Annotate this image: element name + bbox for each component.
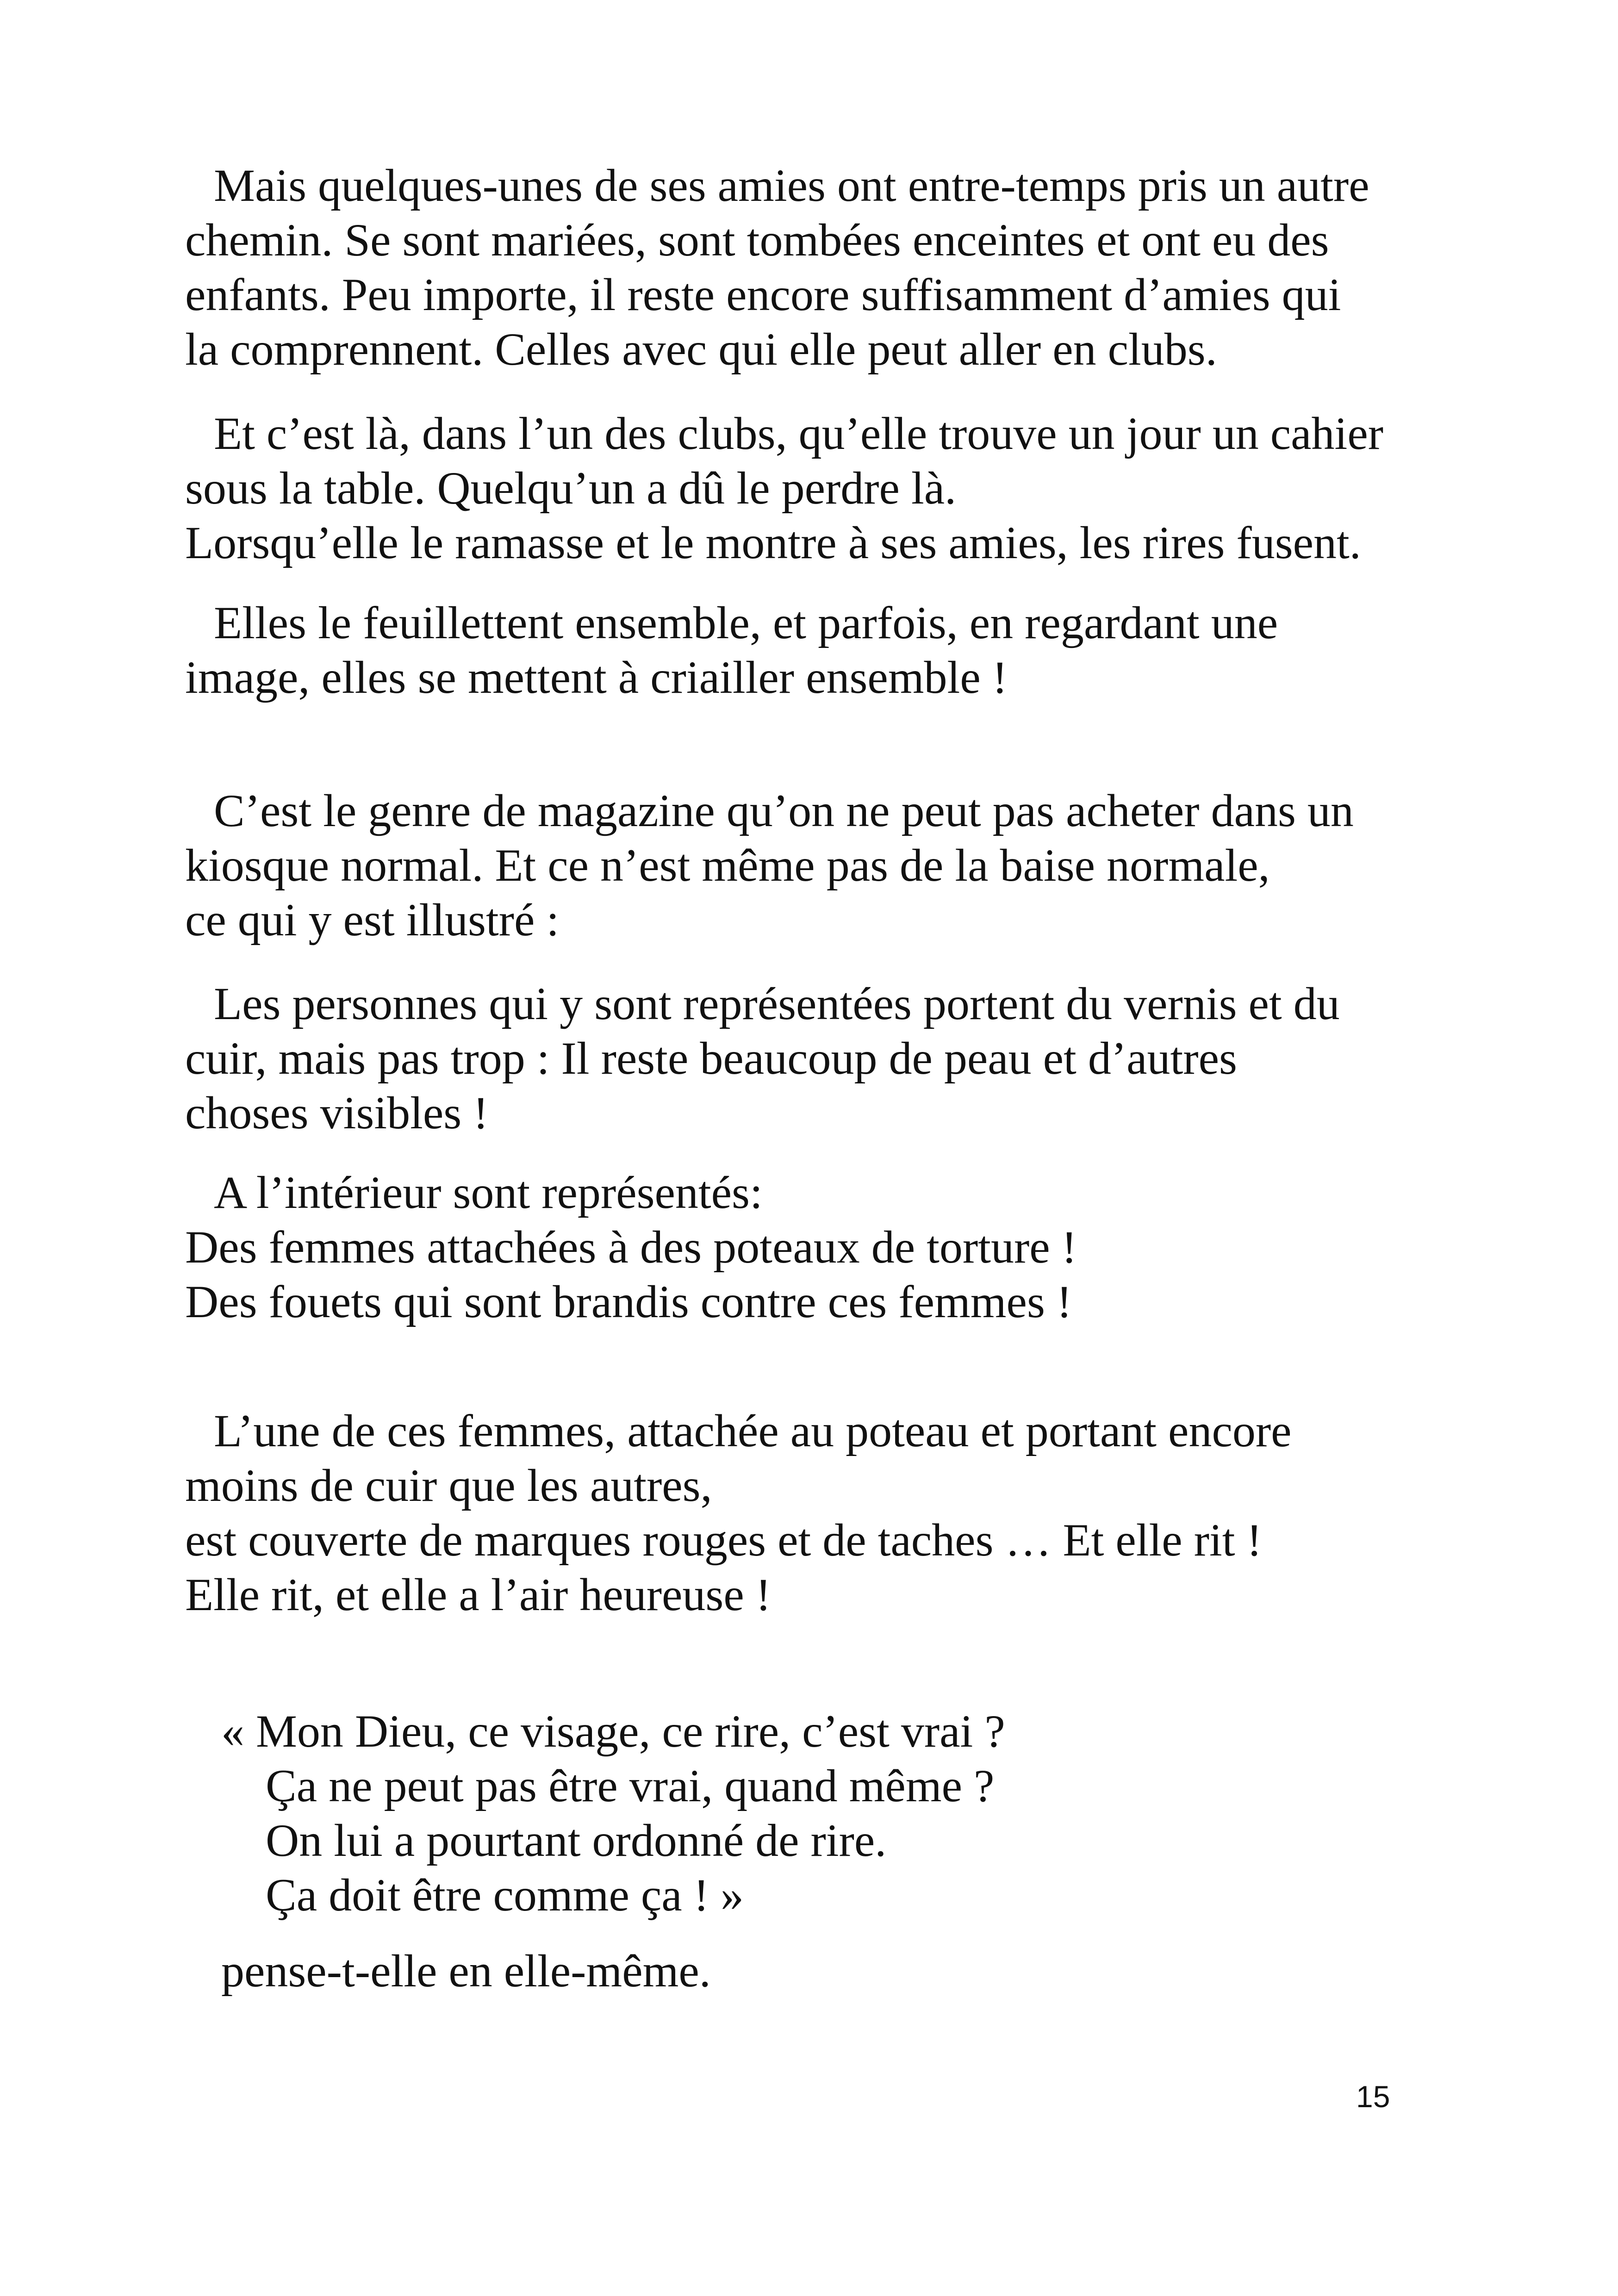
quote-line: Ça ne peut pas être vrai, quand même ? (266, 1760, 995, 1811)
text-line: Lorsqu’elle le ramasse et le montre à ses amies, les rires fusent. (185, 517, 1361, 568)
text-line: moins de cuir que les autres, (185, 1460, 712, 1511)
inner-monologue-quote (221, 1704, 1517, 1923)
text-line: C’est le genre de magazine qu’on ne peut pas acheter dans un (214, 785, 1354, 836)
text-line: chemin. Se sont mariées, sont tombées enceintes et ont eu des (185, 214, 1329, 266)
text-line: Les personnes qui y sont représentées portent du vernis et du (214, 978, 1340, 1029)
text-line: ce qui y est illustré : (185, 894, 560, 946)
text-line: cuir, mais pas trop : Il reste beaucoup de peau et d’autres (185, 1033, 1237, 1084)
paragraph-3 (185, 596, 1481, 705)
paragraph-2 (185, 406, 1481, 570)
text-line: L’une de ces femmes, attachée au poteau et portant encore (214, 1405, 1292, 1456)
paragraph-7 (185, 1404, 1481, 1622)
quote-line: On lui a pourtant ordonné de rire. (266, 1815, 887, 1866)
text-line: est couverte de marques rouges et de taches … Et elle rit ! (185, 1514, 1262, 1566)
paragraph-5 (185, 977, 1481, 1140)
after-quote-line (221, 1944, 1517, 1998)
paragraph-4 (185, 784, 1481, 947)
paragraph-6 (185, 1165, 1481, 1329)
page-number: 15 (1356, 2079, 1390, 2114)
text-line: Elles le feuillettent ensemble, et parfois, en regardant une (214, 597, 1278, 648)
text-line: Et c’est là, dans l’un des clubs, qu’elle trouve un jour un cahier (214, 408, 1384, 459)
text-line: Elle rit, et elle a l’air heureuse ! (185, 1569, 772, 1620)
text-line: image, elles se mettent à criailler ensemble ! (185, 652, 1008, 703)
text-line: Des fouets qui sont brandis contre ces femmes ! (185, 1276, 1072, 1327)
text-line: kiosque normal. Et ce n’est même pas de la baise normale, (185, 840, 1270, 891)
text-line: sous la table. Quelqu’un a dû le perdre là. (185, 462, 957, 514)
quote-line: « Mon Dieu, ce visage, ce rire, c’est vrai ? (221, 1705, 1005, 1757)
text-line: pense-t-elle en elle-même. (221, 1945, 711, 1997)
text-line: Des femmes attachées à des poteaux de torture ! (185, 1221, 1077, 1273)
text-line: Mais quelques-unes de ses amies ont entre-temps pris un autre (214, 160, 1369, 211)
text-line: la comprennent. Celles avec qui elle peut aller en clubs. (185, 324, 1217, 375)
text-line: enfants. Peu importe, il reste encore suffisamment d’amies qui (185, 269, 1341, 320)
text-line: choses visibles ! (185, 1087, 489, 1139)
text-line: A l’intérieur sont représentés: (214, 1167, 763, 1218)
quote-line: Ça doit être comme ça ! » (266, 1869, 744, 1921)
paragraph-1 (185, 158, 1481, 377)
